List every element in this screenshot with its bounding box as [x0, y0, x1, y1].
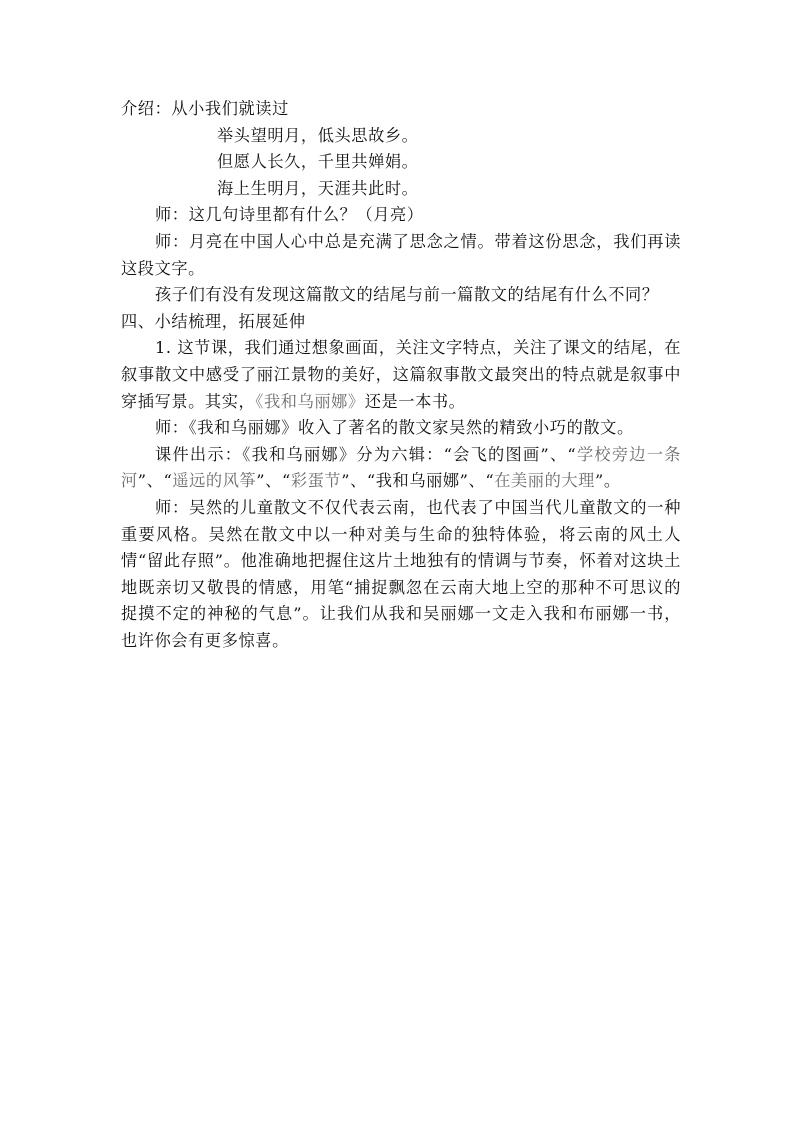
poem-line-3: 海上生明月，天涯共此时。: [217, 178, 419, 198]
poem-line-1: 举头望明月，低头思故乡。: [217, 125, 419, 145]
intro-line: 介绍：从小我们就读过: [121, 99, 289, 118]
courseware-chapter-egg: 彩蛋节: [290, 471, 342, 491]
teacher-book-paragraph: 师：《我和乌丽娜》收入了著名的散文家吴然的精致小巧的散文。: [155, 418, 634, 438]
courseware-chapter-dali: 在美丽的大理: [494, 471, 595, 491]
document-body: [121, 96, 681, 654]
moon-paragraph: 师：月亮在中国人心中总是充满了思念之情。带着这份思念，我们再读这段文字。: [121, 231, 681, 278]
courseware-separator-2: ”、“: [256, 471, 291, 491]
courseware-paragraph: [121, 442, 681, 495]
section-four-heading: 四、小结梳理，拓展延伸: [121, 311, 306, 331]
ending-question-paragraph: 孩子们有没有发现这篇散文的结尾与前一篇散文的结尾有什么不同？: [155, 285, 659, 305]
question-moon: 师：这几句诗里都有什么？（月亮）: [155, 205, 424, 225]
summary-tail-text: 还是一本书。: [364, 391, 466, 411]
courseware-prefix: 课件出示：《我和乌丽娜》分为六辑：“会飞的图画”、“: [155, 444, 577, 464]
summary-paragraph: [121, 335, 681, 415]
wuran-paragraph: 师：吴然的儿童散文不仅代表云南，也代表了中国当代儿童散文的一种重要风格。吴然在散文中以一种对美与生命的独特体验，将云南的风土人情“留此存照”。他准确地把握住这片土地独有的情调与节奏，怀着对这块土地既亲切又敬畏的情感，用笔“捕捉飘忽在云南大地上空的那种不可思议的捉摸不定的神秘的气息”。让我们从我和吴丽娜一文走入我和布丽娜一书，也许你会有更多惊喜。: [121, 497, 681, 650]
courseware-separator-1: ”、“: [137, 471, 173, 491]
summary-main-text: 1. 这节课，我们通过想象画面，关注文字特点，关注了课文的结尾，在叙事散文中感受了丽江景物的美好，这篇叙事散文最突出的特点就是叙事中穿插写景。其实，: [121, 338, 682, 411]
courseware-separator-3: ”、“我和乌丽娜”、“: [341, 471, 495, 491]
poem-line-2: 但愿人长久，千里共婵娟。: [217, 152, 419, 172]
courseware-chapter-kite: 遥远的风筝: [172, 471, 257, 491]
summary-book-title: 《我和乌丽娜》: [255, 391, 365, 411]
courseware-end: ”。: [594, 471, 621, 491]
courseware-chapter-river: 学校旁边一条河: [121, 444, 681, 491]
